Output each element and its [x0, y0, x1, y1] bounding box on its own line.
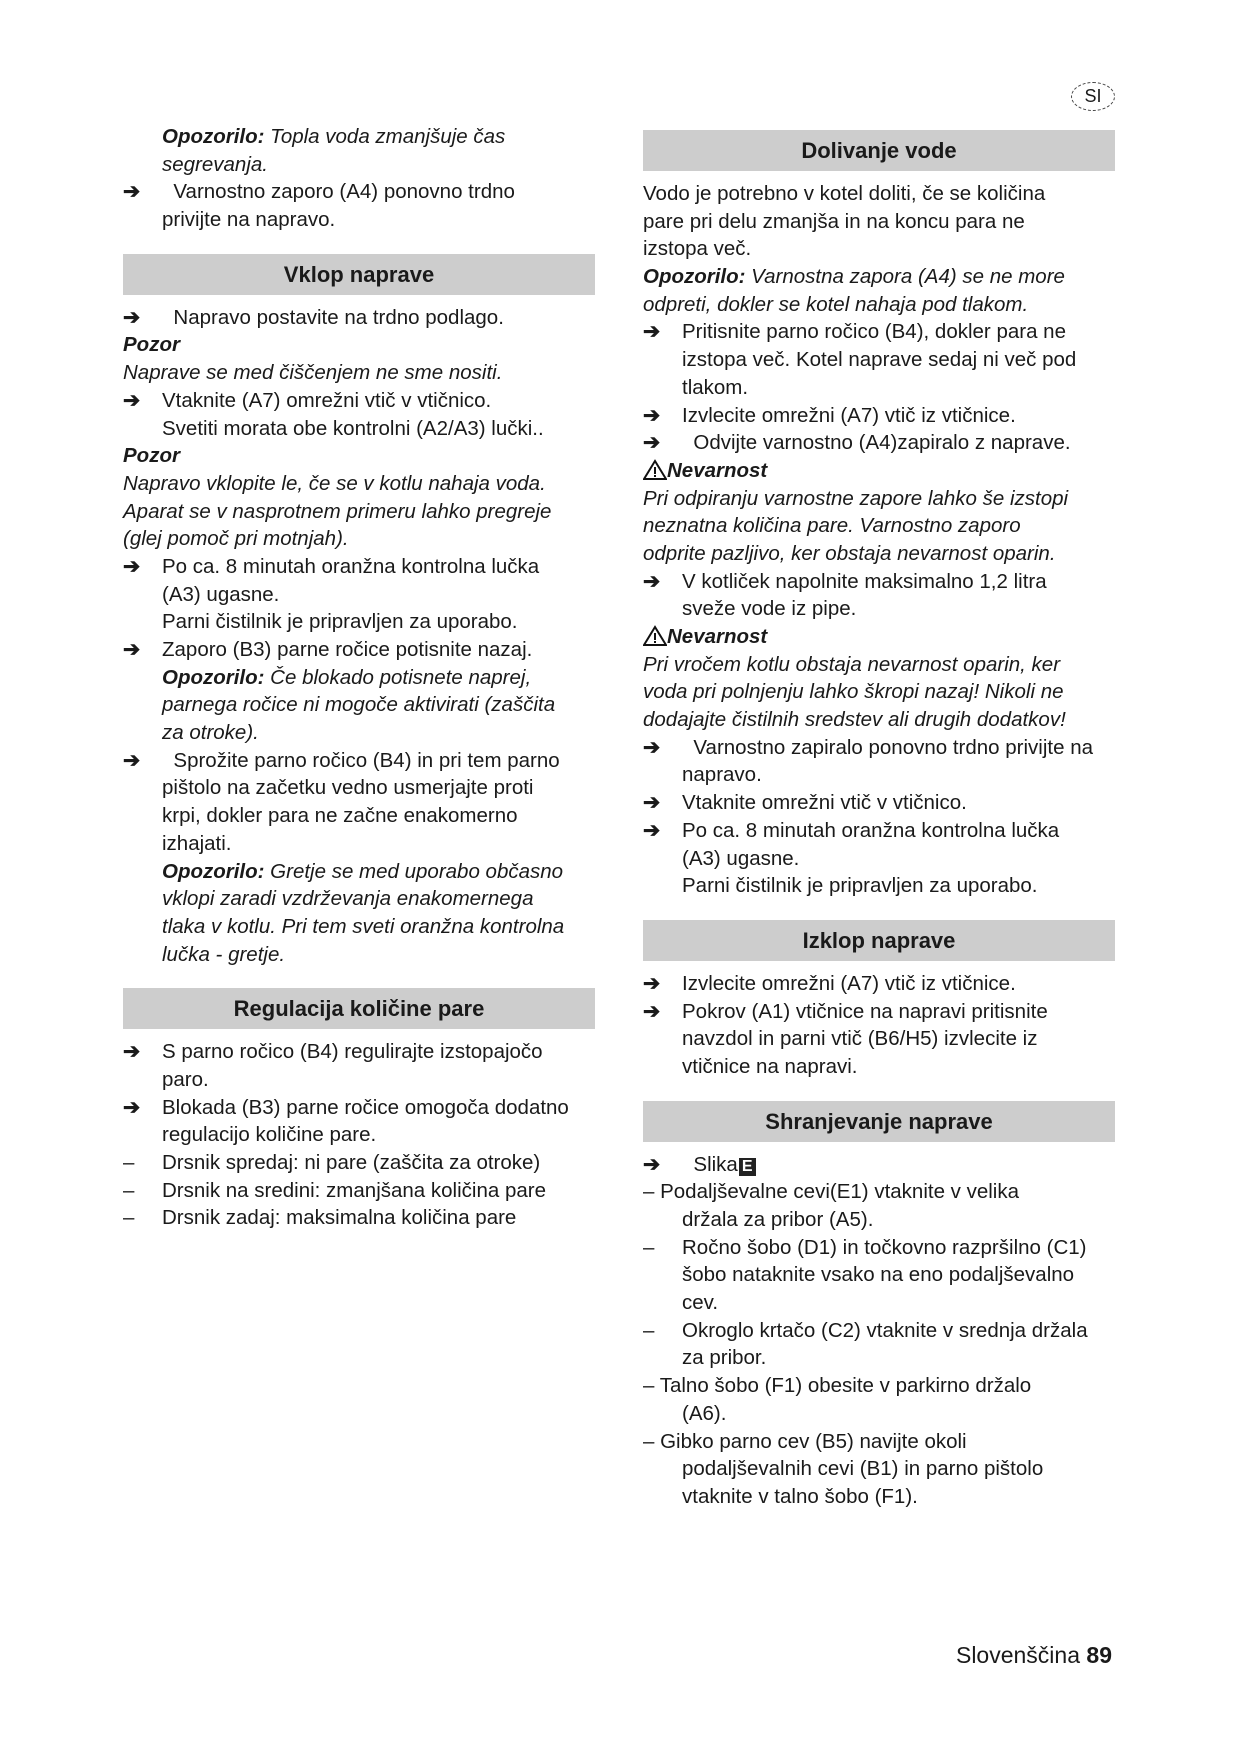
line-text: neznatna količina pare. Varnostno zaporo: [643, 514, 1021, 538]
text-line: [643, 263, 1115, 291]
text-line: [123, 636, 595, 664]
arrow-right-icon: ➔: [123, 1040, 141, 1064]
line-text: pare pri delu zmanjša in na koncu para ne: [643, 209, 1025, 233]
dash-bullet: –: [643, 1318, 655, 1342]
arrow-right-icon: ➔: [643, 320, 661, 344]
line-text: Odvijte varnostno (A4)zapiralo z naprave.: [682, 431, 1071, 455]
text-line: [643, 1234, 1115, 1262]
dash-block: [643, 1317, 1115, 1372]
text-line: [643, 789, 1115, 817]
ital-block: [123, 470, 595, 553]
text-line: [123, 941, 595, 969]
arrow-right-icon: ➔: [643, 431, 661, 455]
line-text: izstopa več.: [643, 237, 752, 261]
arrow-block: [123, 387, 595, 442]
ital-block: [643, 485, 1115, 568]
line-text: Napravo vklopite le, če se v kotlu nahaja voda.: [123, 471, 546, 495]
line-text: segrevanja.: [162, 152, 268, 176]
line-text: – Gibko parno cev (B5) navijte okoli: [643, 1429, 967, 1453]
arrow-right-icon: ➔: [643, 818, 661, 842]
line-text: za pribor.: [682, 1346, 767, 1370]
arrow-right-icon: ➔: [123, 554, 141, 578]
line-text: Varnostno zapiralo ponovno trdno privijte na: [682, 735, 1094, 759]
caution-label: Pozor: [123, 333, 180, 357]
text-line: [643, 998, 1115, 1026]
text-line: [643, 1025, 1115, 1053]
arrow-right-icon: ➔: [123, 180, 141, 204]
text-line: [643, 651, 1115, 679]
text-line: [123, 123, 595, 151]
line-text: pištolo na začetku vedno usmerjajte proti: [162, 776, 534, 800]
text-line: [643, 1317, 1115, 1345]
arrow-right-icon: ➔: [643, 791, 661, 815]
line-text: za otroke).: [162, 721, 259, 745]
line-text: odpreti, dokler se kotel nahaja pod tlakom.: [643, 292, 1029, 316]
line-text: cev.: [682, 1291, 719, 1315]
page-footer: [956, 1642, 1112, 1669]
note-label: Opozorilo:: [162, 125, 265, 148]
note-block: [123, 123, 595, 178]
text-line: [123, 581, 595, 609]
text-line: [123, 719, 595, 747]
line-text: Ročno šobo (D1) in točkovno razpršilno (C1): [682, 1235, 1087, 1259]
line-text: Pritisnite parno ročico (B4), dokler para ne: [682, 320, 1066, 344]
ital-block: [123, 359, 595, 387]
arrow-right-icon: ➔: [643, 999, 661, 1023]
text-line: [643, 402, 1115, 430]
text-line: [123, 802, 595, 830]
arrow-block: [123, 304, 595, 332]
dash-bullet: –: [123, 1178, 135, 1202]
text-line: [123, 691, 595, 719]
ital-block: [643, 651, 1115, 734]
note-label: Opozorilo:: [643, 265, 746, 289]
line-text: regulacijo količine pare.: [162, 1123, 377, 1147]
text-line: [643, 1483, 1115, 1511]
dash-bullet: –: [123, 1206, 135, 1230]
line-text: Varnostno zaporo (A4) ponovno trdno: [162, 180, 515, 204]
text-line: [643, 540, 1115, 568]
hang-block: [643, 1372, 1115, 1427]
text-line: [123, 1066, 595, 1094]
line-text: Pokrov (A1) vtičnice na napravi pritisnite: [682, 999, 1048, 1023]
text-line: [643, 872, 1115, 900]
text-line: [123, 206, 595, 234]
line-text: Varnostna zapora (A4) se ne more: [745, 265, 1065, 289]
left-column: [123, 123, 595, 1232]
warning-triangle-icon: [643, 459, 667, 480]
arrow-right-icon: ➔: [643, 569, 661, 593]
note-block: [643, 263, 1115, 318]
text-line: [123, 553, 595, 581]
text-line: [123, 913, 595, 941]
page-number: 89: [1086, 1642, 1112, 1668]
note-block: [123, 858, 595, 969]
arrow-right-icon: ➔: [123, 388, 141, 412]
line-text: Zaporo (B3) parne ročice potisnite nazaj.: [162, 638, 533, 661]
text-line: [643, 1372, 1115, 1400]
arrow-right-icon: ➔: [643, 1152, 661, 1176]
text-line: [123, 1149, 595, 1177]
line-text: Po ca. 8 minutah oranžna kontrolna lučka: [682, 818, 1060, 842]
text-line: [643, 970, 1115, 998]
text-line: [123, 1038, 595, 1066]
arrow-block: [643, 998, 1115, 1081]
dash-bullet: –: [123, 1151, 135, 1174]
arrow-right-icon: ➔: [643, 971, 661, 995]
line-text: Vtaknite omrežni vtič v vtičnico.: [682, 791, 967, 815]
text-line: [643, 1455, 1115, 1483]
text-line: [123, 1121, 595, 1149]
line-text: Okroglo krtačo (C2) vtaknite v srednja držala: [682, 1318, 1088, 1342]
line-text: Naprave se med čiščenjem ne sme nositi.: [123, 361, 503, 385]
arrow-block: [643, 429, 1115, 457]
text-line: [643, 346, 1115, 374]
arrow-block: [643, 568, 1115, 623]
line-text: Parni čistilnik je pripravljen za uporabo.: [682, 874, 1038, 898]
text-line: [123, 525, 595, 553]
text-line: [643, 706, 1115, 734]
arrow-right-icon: ➔: [123, 748, 141, 772]
text-line: [123, 1204, 595, 1232]
line-text: Izvlecite omrežni (A7) vtič iz vtičnice.: [682, 971, 1016, 995]
line-text: vtaknite v talno šobo (F1).: [682, 1484, 918, 1508]
line-text: (A6).: [682, 1401, 727, 1425]
line-text: dodajajte čistilnih sredstev ali drugih dodatkov!: [643, 708, 1066, 732]
figure-badge: E: [739, 1158, 756, 1176]
arrow-block: [123, 553, 595, 636]
dash-block: [123, 1177, 595, 1205]
text-line: [643, 1428, 1115, 1456]
line-text: S parno ročico (B4) regulirajte izstopajočo: [162, 1040, 543, 1064]
text-line: [643, 1344, 1115, 1372]
line-text: podaljševalnih cevi (B1) in parno pištolo: [682, 1457, 1044, 1481]
line-text: Vodo je potrebno v kotel doliti, če se količina: [643, 182, 1046, 205]
text-line: [123, 359, 595, 387]
section-heading: Vklop naprave: [123, 254, 595, 295]
line-text: parnega ročice ni mogoče aktivirati (zaščita: [162, 693, 556, 717]
text-line: [643, 235, 1115, 263]
text-line: [643, 1206, 1115, 1234]
line-text: Drsnik spredaj: ni pare (zaščita za otroke): [162, 1151, 541, 1174]
note-label: Opozorilo:: [162, 859, 265, 883]
arrow-block: [643, 1151, 1115, 1179]
arrow-block: [123, 1038, 595, 1093]
dash-block: [643, 1234, 1115, 1317]
text-line: [123, 1094, 595, 1122]
line-text: Drsnik zadaj: maksimalna količina pare: [162, 1206, 517, 1230]
note-label: Opozorilo:: [162, 665, 265, 689]
text-line: [643, 845, 1115, 873]
line-text: Slika: [682, 1152, 738, 1176]
section-heading: Shranjevanje naprave: [643, 1101, 1115, 1142]
line-text: izhajati.: [162, 831, 232, 855]
text-line: [643, 318, 1115, 346]
danger-heading: [643, 623, 1115, 651]
arrow-block: [123, 1094, 595, 1149]
danger-heading: [643, 457, 1115, 485]
line-text: odprite pazljivo, ker obstaja nevarnost oparin.: [643, 541, 1056, 565]
line-text: – Podaljševalne cevi(E1) vtaknite v velika: [643, 1180, 1020, 1204]
section-heading: Izklop naprave: [643, 920, 1115, 961]
language-badge: SI: [1071, 82, 1115, 111]
arrow-right-icon: ➔: [643, 735, 661, 759]
line-text: Pri vročem kotlu obstaja nevarnost oparin, ker: [643, 652, 1061, 676]
dash-bullet: –: [643, 1235, 655, 1259]
line-text: voda pri polnjenju lahko škropi nazaj! Nikoli ne: [643, 680, 1064, 704]
arrow-block: [123, 636, 595, 664]
arrow-right-icon: ➔: [123, 1095, 141, 1119]
text-line: [643, 208, 1115, 236]
text-line: [123, 470, 595, 498]
section-heading: Regulacija količine pare: [123, 988, 595, 1029]
line-text: sveže vode iz pipe.: [682, 597, 857, 621]
text-line: [123, 151, 595, 179]
line-text: Napravo postavite na trdno podlago.: [162, 305, 504, 329]
text-line: [643, 1053, 1115, 1081]
text-line: [643, 1178, 1115, 1206]
note-block: [123, 664, 595, 747]
line-text: Pri odpiranju varnostne zapore lahko še izstopi: [643, 486, 1069, 510]
line-text: Svetiti morata obe kontrolni (A2/A3) lučki..: [162, 416, 544, 440]
line-text: krpi, dokler para ne začne enakomerno: [162, 804, 518, 828]
text-line: [123, 304, 595, 332]
line-text: Če blokado potisnete naprej,: [264, 665, 532, 689]
line-text: tlaka v kotlu. Pri tem sveti oranžna kontrolna: [162, 914, 565, 938]
text-line: [123, 747, 595, 775]
line-text: držala za pribor (A5).: [682, 1208, 874, 1231]
arrow-right-icon: ➔: [643, 403, 661, 427]
line-text: Sprožite parno ročico (B4) in pri tem parno: [162, 748, 560, 772]
text-line: [643, 678, 1115, 706]
right-column: [643, 130, 1115, 1511]
line-text: (A3) ugasne.: [682, 846, 800, 870]
text-line: [643, 512, 1115, 540]
line-text: tlakom.: [682, 375, 749, 399]
arrow-block: [643, 734, 1115, 789]
danger-label: Nevarnost: [667, 458, 768, 482]
text-line: [643, 734, 1115, 762]
line-text: napravo.: [682, 763, 762, 787]
arrow-right-icon: ➔: [123, 305, 141, 329]
line-text: šobo nataknite vsako na eno podaljševalno: [682, 1263, 1075, 1287]
arrow-block: [643, 789, 1115, 817]
text-line: [123, 830, 595, 858]
dash-block: [123, 1149, 595, 1177]
dash-block: [123, 1204, 595, 1232]
line-text: Po ca. 8 minutah oranžna kontrolna lučka: [162, 554, 540, 578]
line-text: lučka - gretje.: [162, 942, 286, 966]
arrow-block: [123, 178, 595, 233]
text-line: [643, 761, 1115, 789]
line-text: Gretje se med uporabo občasno: [264, 859, 564, 883]
section-heading: Dolivanje vode: [643, 130, 1115, 171]
text-line: [123, 498, 595, 526]
hang-block: [643, 1178, 1115, 1233]
text-line: [643, 485, 1115, 513]
line-text: navzdol in parni vtič (B6/H5) izvlecite iz: [682, 1027, 1038, 1051]
text-line: [643, 429, 1115, 457]
text-line: [643, 374, 1115, 402]
text-line: [643, 1400, 1115, 1428]
line-text: vklopi zaradi vzdrževanja enakomernega: [162, 887, 534, 911]
arrow-right-icon: ➔: [123, 638, 141, 661]
line-text: Parni čistilnik je pripravljen za uporabo.: [162, 610, 518, 634]
line-text: V kotliček napolnite maksimalno 1,2 litra: [682, 569, 1047, 593]
line-text: Izvlecite omrežni (A7) vtič iz vtičnice.: [682, 403, 1016, 427]
line-text: Blokada (B3) parne ročice omogoča dodatno: [162, 1095, 569, 1119]
text-line: [643, 180, 1115, 208]
text-line: [123, 774, 595, 802]
text-line: [123, 178, 595, 206]
danger-label: Nevarnost: [667, 625, 768, 648]
footer-language: Slovenščina: [955, 1642, 1081, 1668]
caution-label: Pozor: [123, 444, 180, 468]
line-text: Aparat se v nasprotnem primeru lahko pregreje: [123, 499, 552, 523]
text-line: [123, 1177, 595, 1205]
line-text: vtičnice na napravi.: [682, 1054, 858, 1078]
text-line: [123, 885, 595, 913]
line-text: Topla voda zmanjšuje čas: [264, 125, 506, 148]
arrow-block: [123, 747, 595, 858]
text-line: [123, 387, 595, 415]
text-line: [123, 608, 595, 636]
line-text: Drsnik na sredini: zmanjšana količina pare: [162, 1178, 546, 1202]
text-line: [123, 858, 595, 886]
text-line: [643, 1151, 1115, 1179]
plain-block: [643, 180, 1115, 263]
text-line: [123, 415, 595, 443]
line-text: Vtaknite (A7) omrežni vtič v vtičnico.: [162, 388, 492, 412]
text-line: [643, 291, 1115, 319]
text-line: [643, 1289, 1115, 1317]
line-text: (A3) ugasne.: [162, 582, 280, 606]
text-line: [643, 595, 1115, 623]
line-text: privijte na napravo.: [162, 208, 336, 232]
line-text: izstopa več. Kotel naprave sedaj ni več pod: [682, 348, 1077, 372]
line-text: – Talno šobo (F1) obesite v parkirno držalo: [643, 1374, 1032, 1398]
arrow-block: [643, 817, 1115, 900]
arrow-block: [643, 970, 1115, 998]
arrow-block: [643, 402, 1115, 430]
warning-triangle-icon: [643, 625, 667, 646]
arrow-block: [643, 318, 1115, 401]
text-line: [123, 664, 595, 692]
hang-block: [643, 1428, 1115, 1511]
line-text: (glej pomoč pri motnjah).: [123, 527, 349, 551]
text-line: [643, 817, 1115, 845]
line-text: paro.: [162, 1067, 209, 1091]
text-line: [643, 568, 1115, 596]
text-line: [643, 1261, 1115, 1289]
